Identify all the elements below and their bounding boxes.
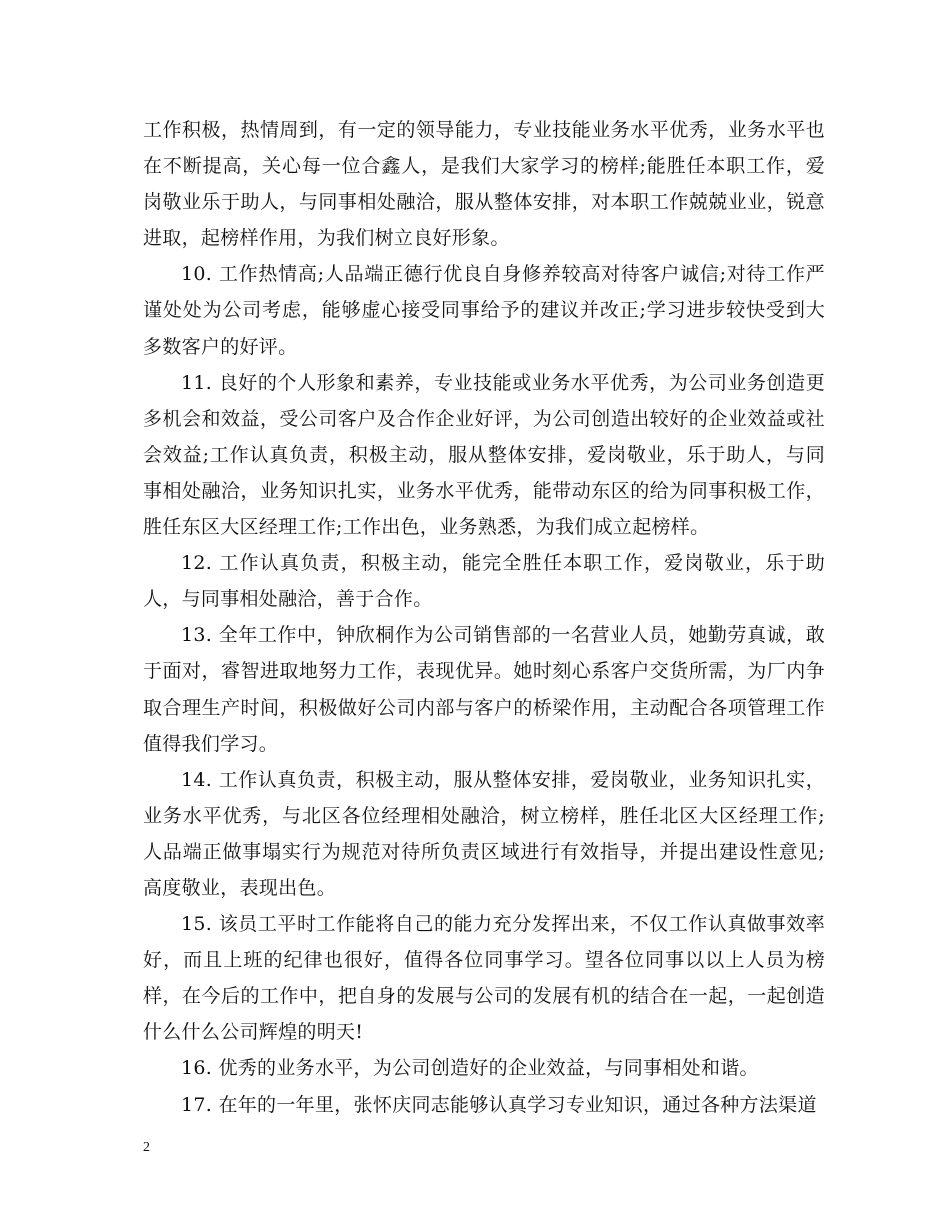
paragraph-item-17: 17. 在年的一年里，张怀庆同志能够认真学习专业知识，通过各种方法渠道 [181, 1093, 817, 1116]
paragraph-continuation: 工作积极，热情周到，有一定的领导能力，专业技能业务水平优秀，业务水平也在不断提高，关心每一位合鑫人，是我们大家学习的榜样;能胜任本职工作，爱岗敬业乐于助人，与同事相处融洽，服从整体安排，对本职工作兢兢业业，锐意进取，起榜样作用，为我们树立良好形象。 [143, 119, 825, 250]
paragraph-item-11: 11. 良好的个人形象和素养，专业技能或业务水平优秀，为公司业务创造更多机会和效益，受公司客户及合作企业好评，为公司创造出较好的企业效益或社会效益;工作认真负责，积极主动，服从整体安排，爱岗敬业，乐于助人，与同事相处融洽，业务知识扎实，业务水平优秀，能带动东区的给为同事积极工作，胜任东区大区经理工作;工作出色，业务熟悉，为我们成立起榜样。 [143, 371, 825, 539]
page-number: 2 [143, 1140, 150, 1155]
paragraph-item-16: 16. 优秀的业务水平，为公司创造好的企业效益，与同事相处和谐。 [181, 1057, 759, 1080]
paragraph-item-12: 12. 工作认真负责，积极主动，能完全胜任本职工作，爱岗敬业，乐于助人，与同事相处融洽，善于合作。 [143, 552, 825, 611]
paragraph-item-10: 10. 工作热情高;人品端正德行优良自身修养较高对待客户诚信;对待工作严谨处处为公司考虑，能够虚心接受同事给予的建议并改正;学习进步较快受到大多数客户的好评。 [143, 263, 825, 358]
paragraph-item-13: 13. 全年工作中，钟欣桐作为公司销售部的一名营业人员，她勤劳真诚，敢于面对，睿智进取地努力工作，表现优异。她时刻心系客户交货所需，为厂内争取合理生产时间，积极做好公司内部与客户的桥梁作用，主动配合各项管理工作值得我们学习。 [143, 624, 825, 755]
paragraph-item-14: 14. 工作认真负责，积极主动，服从整体安排，爱岗敬业，业务知识扎实，业务水平优秀，与北区各位经理相处融洽，树立榜样，胜任北区大区经理工作;人品端正做事塌实行为规范对待所负责区域进行有效指导，并提出建设性意见;高度敬业，表现出色。 [143, 768, 825, 899]
paragraph-item-15: 15. 该员工平时工作能将自己的能力充分发挥出来，不仅工作认真做事效率好，而且上班的纪律也很好，值得各位同事学习。望各位同事以以上人员为榜样，在今后的工作中，把自身的发展与公司的发展有机的结合在一起，一起创造什么什么公司辉煌的明天! [143, 913, 825, 1044]
document-body [143, 112, 825, 1123]
